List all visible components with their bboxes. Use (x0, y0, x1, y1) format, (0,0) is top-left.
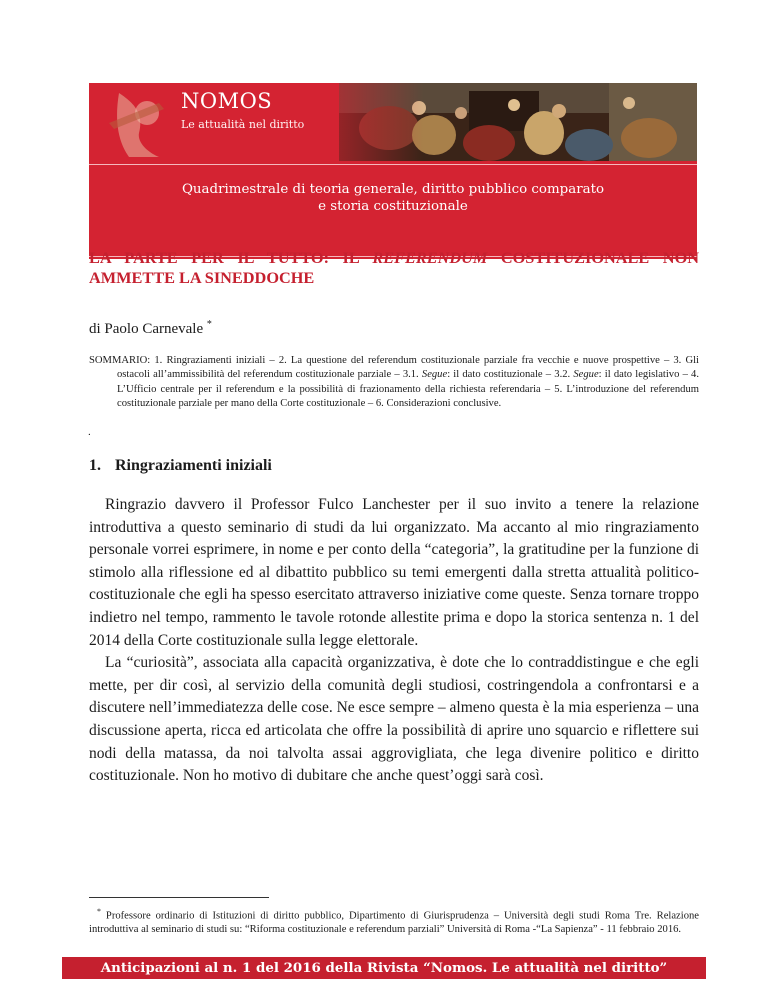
tagline-line-1: Quadrimestrale di teoria generale, diritto pubblico comparato (181, 182, 605, 197)
title-italic: REFERENDUM (372, 248, 488, 267)
journal-banner (89, 83, 697, 259)
summary-text-c: : il dato legislativo – 4. L’Ufficio centrale per il referendum e la possibilità di frazionamento della richiesta referendaria – 5. L’introduzione del referendum costituzionale parziale per mano della Corte costituzionale – 6. Considerazioni conclusive. (117, 369, 699, 410)
summary-segue-2: Segue (573, 369, 599, 381)
tagline-line-2: e storia costituzionale (318, 199, 468, 214)
summary-block (89, 354, 699, 412)
journal-logo-subtitle: Le attualità nel diritto (181, 118, 305, 131)
summary-label-initial: S (89, 355, 95, 366)
section-number: 1. (89, 457, 101, 474)
section-body (89, 494, 699, 788)
summary-label-rest: OMMARIO (94, 355, 148, 366)
title-part-2: COSTITUZIONALE NON AMMETTE LA SINEDDOCHE (89, 248, 699, 287)
footnote-marker: * (97, 907, 101, 916)
footnote-separator (89, 897, 269, 898)
title-part-1: LA PARTE PER IL TUTTO: IL (89, 248, 373, 267)
summary-segue-1: Segue (421, 369, 448, 381)
banner-divider-top (89, 164, 697, 165)
section-heading (89, 457, 272, 475)
journal-logo-title: NOMOS (181, 89, 273, 113)
article-title (89, 248, 699, 288)
summary-end-dot: . (88, 426, 91, 438)
author-name: di Paolo Carnevale (89, 321, 204, 337)
section-title: Ringraziamenti iniziali (115, 457, 272, 474)
summary-text-b: : il dato costituzionale – 3.2. (447, 369, 574, 381)
footnote-text: Professore ordinario di Istituzioni di diritto pubblico, Dipartimento di Giurisprudenza – Università degli studi Roma Tre. Relazione introduttiva al seminario di studi su: “Riforma costituzionale e referendum parziali” Università di Roma -“La Sapienza” - 11 febbraio 2016. (89, 910, 699, 935)
body-paragraph-1: Ringrazio davvero il Professor Fulco Lanchester per il suo invito a tenere la relazione introduttiva a questo seminario di studi da lui organizzato. Ma accanto al mio ringraziamento personale vorrei esprimere, in nome e per conto della “categoria”, la gratitudine per la funzione di stimolo alla riflessione ed al dibattito pubblico su temi emergenti dalla stretta attualità politico-costituzionale che egli ha spesso esercitato attraverso iniziative come queste. Senza tornare troppo indietro nel tempo, rammento le tavole rotonde allestite prima e dopo la storica sentenza n. 1 del 2014 della Corte costituzionale sulla legge elettorale. (89, 496, 699, 649)
summary-text-a: : 1. Ringraziamenti iniziali – 2. La questione del referendum costituzionale parziale fra vecchie e nuove prospettive – 3. Gli ostacoli all’ammissibilità del referendum costituzionale parziale – 3.1. (117, 355, 699, 381)
body-paragraph-2: La “curiosità”, associata alla capacità organizzativa, è dote che lo contraddistingue e che egli mette, per dir così, al servizio della comunità degli studiosi, costringendola a confrontarsi e a discutere nell’immediatezza delle cose. Ne esce sempre – almeno questa è la mia esperienza – una discussione aperta, ricca ed articolata che offre la possibilità di aprire uno squarcio e riflettere sui nodi della matassa, da noi talvolta assai aggrovigliata, che lega divenire politico e diritto costituzionale. Non ho motivo di dubitare che anche quest’oggi sarà così. (89, 654, 699, 785)
footnote (89, 905, 699, 936)
page-footer-banner: Anticipazioni al n. 1 del 2016 della Rivista “Nomos. Le attualità nel diritto” (62, 957, 706, 979)
author-footnote-marker: * (206, 319, 212, 330)
author-line (89, 319, 212, 338)
journal-tagline (89, 181, 697, 215)
